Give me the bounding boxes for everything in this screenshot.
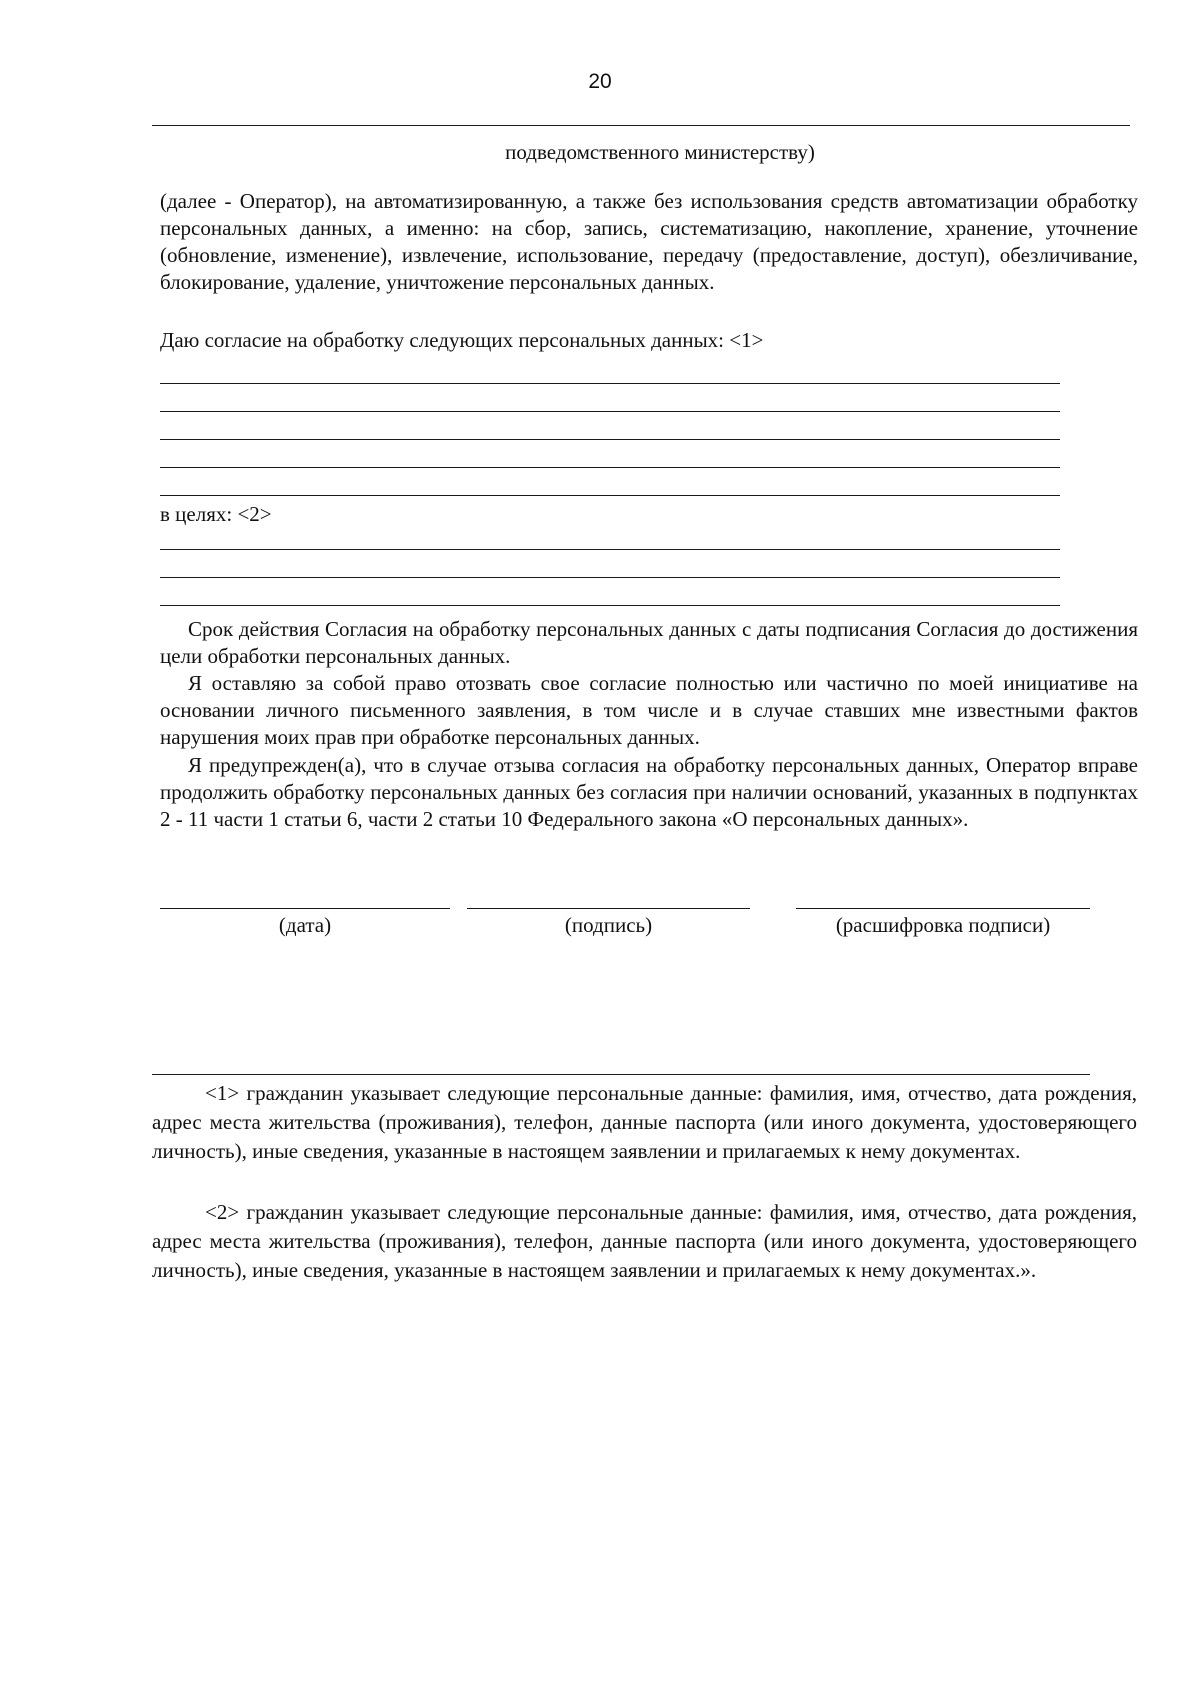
footnote-2: <2> гражданин указывает следующие персональные данные: фамилия, имя, отчество, дата рождения, адрес места жительства (проживания), телефон, данные паспорта (или иного документа, удостоверяющего личность), иные сведения, указанные в настоящем заявлении и прилагаемых к нему документах.». [152, 1200, 1137, 1282]
header-caption: подведомственного министерству) [505, 140, 815, 164]
blank-line [160, 605, 1060, 606]
footnote-separator [152, 1074, 1090, 1075]
intro-paragraph: (далее - Оператор), на автоматизированную, а также без использования средств автоматизации обработку персональных данных, а именно: на сбор, запись, систематизацию, накопление, хранение, уточнение (обновление, изменение), извлечение, использование, передачу (предоставление, доступ), обезличивание, блокирование, удаление, уничтожение персональных данных. [160, 189, 1138, 294]
purpose-label: в целях: <2> [160, 502, 272, 526]
signature-line [467, 908, 750, 909]
date-line [160, 908, 450, 909]
consent-line: Даю согласие на обработку следующих персональных данных: <1> [160, 328, 764, 352]
header-fill-line [152, 125, 1130, 126]
blank-line [160, 411, 1060, 412]
date-caption: (дата) [278, 913, 332, 937]
page-number: 20 [588, 70, 612, 93]
withdrawal-paragraph: Я оставляю за собой право отозвать свое согласие полностью или частично по моей инициативе на основании личного письменного заявления, в том числе и в случае ставших мне известными фактов нарушения моих прав при обработке персональных данных. [160, 671, 1138, 749]
footnote-1: <1> гражданин указывает следующие персональные данные: фамилия, имя, отчество, дата рождения, адрес места жительства (проживания), телефон, данные паспорта (или иного документа, удостоверяющего личность), иные сведения, указанные в настоящем заявлении и прилагаемых к нему документах. [152, 1081, 1137, 1163]
blank-line [160, 439, 1060, 440]
blank-line [160, 549, 1060, 550]
decoding-line [796, 908, 1090, 909]
signature-caption: (подпись) [564, 913, 653, 937]
blank-line [160, 467, 1060, 468]
warning-paragraph: Я предупрежден(а), что в случае отзыва согласия на обработку персональных данных, Оператор вправе продолжить обработку персональных данных без согласия при наличии оснований, указанных в подпунктах 2 - 11 части 1 статьи 6, части 2 статьи 10 Федерального закона «О персональных данных». [160, 753, 1138, 831]
blank-line [160, 383, 1060, 384]
decoding-caption: (расшифровка подписи) [835, 913, 1051, 937]
blank-line [160, 577, 1060, 578]
blank-line [160, 495, 1060, 496]
validity-paragraph: Срок действия Согласия на обработку персональных данных с даты подписания Согласия до достижения цели обработки персональных данных. [160, 617, 1138, 668]
